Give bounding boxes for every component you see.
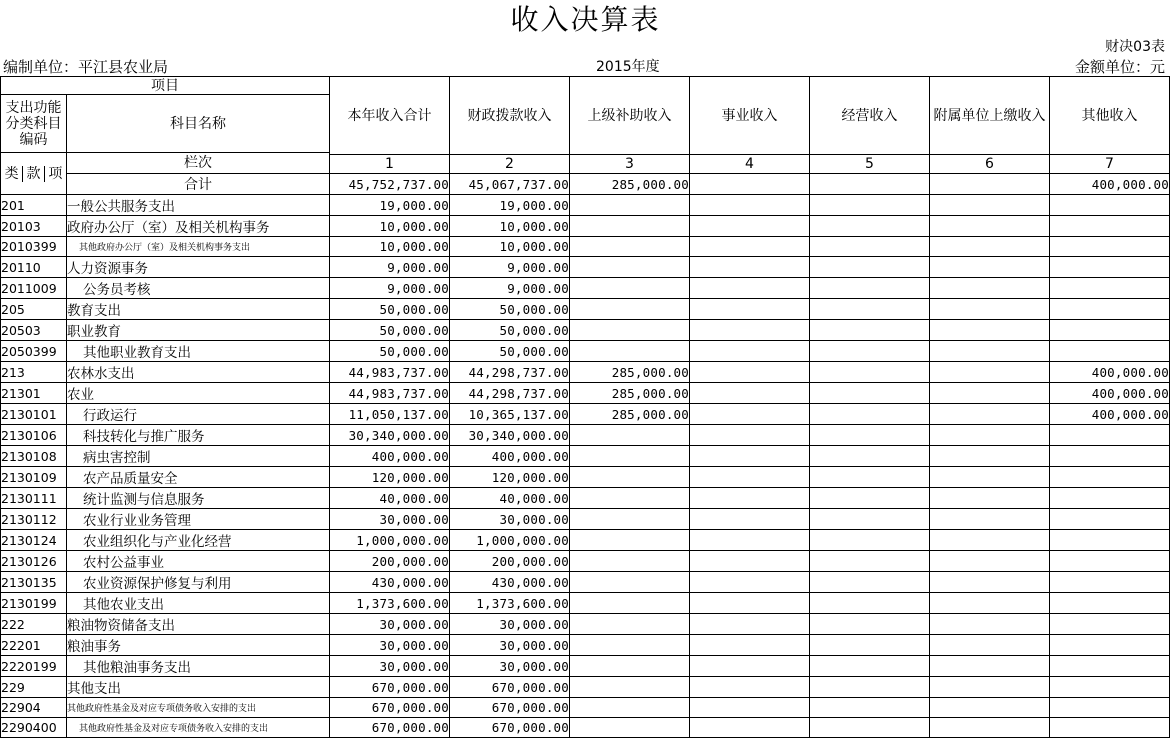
cell-affiliated <box>930 383 1050 404</box>
cell-other <box>1050 278 1170 299</box>
cell-business <box>690 593 810 614</box>
cell-finance: 19,000.00 <box>450 195 570 216</box>
subject-code: 20103 <box>1 216 67 237</box>
income-table <box>0 76 1170 738</box>
subject-name: 其他政府性基金及对应专项债务收入安排的支出 <box>67 698 330 718</box>
col-number-6: 6 <box>930 155 1050 174</box>
cell-finance: 30,000.00 <box>450 509 570 530</box>
amount-unit: 金额单位：元 <box>1074 58 1165 76</box>
cell-business <box>690 572 810 593</box>
subject-name: 粮油物资储备支出 <box>67 614 330 635</box>
table-row <box>1 614 1170 635</box>
cell-total: 120,000.00 <box>330 467 450 488</box>
lanci-label: 栏次 <box>67 153 330 174</box>
table-row <box>1 509 1170 530</box>
cell-other <box>1050 488 1170 509</box>
cell-finance: 400,000.00 <box>450 446 570 467</box>
xiang-label: 项 <box>48 165 63 182</box>
cell-operating <box>810 718 930 738</box>
subject-name: 农林水支出 <box>67 362 330 383</box>
cell-affiliated <box>930 278 1050 299</box>
subject-code: 2290400 <box>1 718 67 738</box>
table-row <box>1 635 1170 656</box>
col-number-3: 3 <box>570 155 690 174</box>
cell-business <box>690 509 810 530</box>
table-row <box>1 572 1170 593</box>
cell-other <box>1050 656 1170 677</box>
col-number-1: 1 <box>330 155 450 174</box>
subject-code: 201 <box>1 195 67 216</box>
cell-affiliated <box>930 362 1050 383</box>
subject-name: 农业资源保护修复与利用 <box>67 572 330 593</box>
subject-name: 科技转化与推广服务 <box>67 425 330 446</box>
table-row <box>1 299 1170 320</box>
subject-code: 2010399 <box>1 237 67 257</box>
cell-total: 30,000.00 <box>330 656 450 677</box>
subject-code: 2011009 <box>1 278 67 299</box>
cell-superior <box>570 530 690 551</box>
cell-business <box>690 446 810 467</box>
cell-other <box>1050 446 1170 467</box>
subject-name: 其他职业教育支出 <box>67 341 330 362</box>
cell-affiliated <box>930 718 1050 738</box>
cell-total: 11,050,137.00 <box>330 404 450 425</box>
item-header: 项目 <box>1 77 330 95</box>
subject-name: 农产品质量安全 <box>67 467 330 488</box>
cell-total: 50,000.00 <box>330 341 450 362</box>
col-header-business: 事业收入 <box>690 77 810 155</box>
col-header-finance: 财政拨款收入 <box>450 77 570 155</box>
col-header-other: 其他收入 <box>1050 77 1170 155</box>
subject-code: 20503 <box>1 320 67 341</box>
cell-total: 670,000.00 <box>330 677 450 698</box>
fiscal-year: 2015年度 <box>596 59 660 75</box>
table-row <box>1 530 1170 551</box>
cell-superior <box>570 572 690 593</box>
cell-operating <box>810 614 930 635</box>
subject-name: 教育支出 <box>67 299 330 320</box>
cell-superior <box>570 299 690 320</box>
col-number-7: 7 <box>1050 155 1170 174</box>
total-cell-total: 45,752,737.00 <box>330 174 450 195</box>
subject-name: 公务员考核 <box>67 278 330 299</box>
cell-business <box>690 237 810 257</box>
table-row <box>1 216 1170 237</box>
cell-finance: 670,000.00 <box>450 718 570 738</box>
cell-superior: 285,000.00 <box>570 383 690 404</box>
cell-other <box>1050 698 1170 718</box>
total-row <box>1 174 1170 195</box>
cell-operating <box>810 677 930 698</box>
cell-superior <box>570 656 690 677</box>
cell-total: 44,983,737.00 <box>330 362 450 383</box>
subject-name: 农业 <box>67 383 330 404</box>
table-row <box>1 257 1170 278</box>
subject-name: 统计监测与信息服务 <box>67 488 330 509</box>
cell-superior <box>570 216 690 237</box>
cell-superior <box>570 698 690 718</box>
cell-operating <box>810 593 930 614</box>
cell-operating <box>810 257 930 278</box>
col-header-affiliated: 附属单位上缴收入 <box>930 77 1050 155</box>
cell-business <box>690 216 810 237</box>
subject-name: 病虫害控制 <box>67 446 330 467</box>
cell-other <box>1050 237 1170 257</box>
cell-affiliated <box>930 698 1050 718</box>
cell-business <box>690 195 810 216</box>
cell-superior <box>570 446 690 467</box>
cell-operating <box>810 341 930 362</box>
cell-total: 400,000.00 <box>330 446 450 467</box>
subject-name: 其他支出 <box>67 677 330 698</box>
cell-affiliated <box>930 425 1050 446</box>
cell-finance: 10,000.00 <box>450 237 570 257</box>
cell-finance: 30,340,000.00 <box>450 425 570 446</box>
cell-other <box>1050 467 1170 488</box>
cell-total: 50,000.00 <box>330 320 450 341</box>
cell-finance: 50,000.00 <box>450 320 570 341</box>
cell-affiliated <box>930 195 1050 216</box>
cell-superior <box>570 614 690 635</box>
cell-finance: 30,000.00 <box>450 635 570 656</box>
subject-name: 其他政府性基金及对应专项债务收入安排的支出 <box>67 718 330 738</box>
cell-affiliated <box>930 320 1050 341</box>
cell-other <box>1050 320 1170 341</box>
cell-operating <box>810 383 930 404</box>
total-cell-business <box>690 174 810 195</box>
compiling-unit: 编制单位：平江县农业局 <box>3 58 169 76</box>
cell-superior <box>570 718 690 738</box>
cell-superior <box>570 237 690 257</box>
cell-affiliated <box>930 257 1050 278</box>
header-row-item <box>1 77 1170 95</box>
cell-total: 1,000,000.00 <box>330 530 450 551</box>
cell-business <box>690 635 810 656</box>
subject-code: 2130109 <box>1 467 67 488</box>
table-row <box>1 467 1170 488</box>
cell-business <box>690 383 810 404</box>
col-header-superior: 上级补助收入 <box>570 77 690 155</box>
cell-superior <box>570 341 690 362</box>
cell-superior <box>570 425 690 446</box>
subject-name: 其他农业支出 <box>67 593 330 614</box>
cell-other <box>1050 614 1170 635</box>
cell-operating <box>810 362 930 383</box>
cell-affiliated <box>930 593 1050 614</box>
subject-name: 一般公共服务支出 <box>67 195 330 216</box>
cell-finance: 30,000.00 <box>450 656 570 677</box>
cell-affiliated <box>930 237 1050 257</box>
cell-finance: 1,000,000.00 <box>450 530 570 551</box>
cell-business <box>690 362 810 383</box>
cell-affiliated <box>930 509 1050 530</box>
table-row <box>1 341 1170 362</box>
cell-business <box>690 656 810 677</box>
cell-operating <box>810 216 930 237</box>
cell-business <box>690 404 810 425</box>
table-row <box>1 551 1170 572</box>
cell-operating <box>810 446 930 467</box>
cell-finance: 10,000.00 <box>450 216 570 237</box>
cell-finance: 50,000.00 <box>450 299 570 320</box>
cell-operating <box>810 656 930 677</box>
cell-total: 30,340,000.00 <box>330 425 450 446</box>
subject-code: 2130112 <box>1 509 67 530</box>
cell-finance: 430,000.00 <box>450 572 570 593</box>
cell-other: 400,000.00 <box>1050 383 1170 404</box>
cell-business <box>690 551 810 572</box>
subject-code: 222 <box>1 614 67 635</box>
cell-other <box>1050 299 1170 320</box>
cell-superior <box>570 278 690 299</box>
cell-operating <box>810 195 930 216</box>
cell-business <box>690 278 810 299</box>
cell-business <box>690 677 810 698</box>
cell-affiliated <box>930 614 1050 635</box>
cell-affiliated <box>930 551 1050 572</box>
table-row <box>1 425 1170 446</box>
cell-finance: 50,000.00 <box>450 341 570 362</box>
subject-code: 2130111 <box>1 488 67 509</box>
cell-total: 1,373,600.00 <box>330 593 450 614</box>
cell-operating <box>810 572 930 593</box>
subject-code: 20110 <box>1 257 67 278</box>
subject-code: 2050399 <box>1 341 67 362</box>
cell-total: 9,000.00 <box>330 278 450 299</box>
cell-finance: 200,000.00 <box>450 551 570 572</box>
cell-superior: 285,000.00 <box>570 404 690 425</box>
subject-code: 2130126 <box>1 551 67 572</box>
cell-total: 670,000.00 <box>330 718 450 738</box>
subject-code: 2130199 <box>1 593 67 614</box>
cell-other <box>1050 195 1170 216</box>
col-number-2: 2 <box>450 155 570 174</box>
cell-total: 30,000.00 <box>330 614 450 635</box>
cell-superior <box>570 195 690 216</box>
cell-finance: 44,298,737.00 <box>450 362 570 383</box>
subject-name: 政府办公厅（室）及相关机构事务 <box>67 216 330 237</box>
table-row <box>1 446 1170 467</box>
lei-label: 类 <box>1 166 23 182</box>
report-title: 收入决算表 <box>510 3 661 36</box>
cell-superior <box>570 509 690 530</box>
cell-operating <box>810 488 930 509</box>
cell-total: 40,000.00 <box>330 488 450 509</box>
cell-operating <box>810 530 930 551</box>
subject-name: 农业组织化与产业化经营 <box>67 530 330 551</box>
table-row <box>1 383 1170 404</box>
form-number: 财决03表 <box>1105 39 1165 55</box>
cell-operating <box>810 404 930 425</box>
cell-business <box>690 530 810 551</box>
subject-name: 职业教育 <box>67 320 330 341</box>
cell-finance: 40,000.00 <box>450 488 570 509</box>
cell-operating <box>810 509 930 530</box>
table-row <box>1 593 1170 614</box>
cell-other <box>1050 530 1170 551</box>
cell-finance: 670,000.00 <box>450 677 570 698</box>
cell-other <box>1050 677 1170 698</box>
cell-total: 30,000.00 <box>330 509 450 530</box>
cell-affiliated <box>930 635 1050 656</box>
cell-business <box>690 257 810 278</box>
cell-affiliated <box>930 299 1050 320</box>
table-row <box>1 718 1170 738</box>
cell-superior <box>570 257 690 278</box>
cell-total: 30,000.00 <box>330 635 450 656</box>
cell-business <box>690 341 810 362</box>
cell-superior <box>570 551 690 572</box>
subject-name: 粮油事务 <box>67 635 330 656</box>
cell-total: 200,000.00 <box>330 551 450 572</box>
cell-finance: 10,365,137.00 <box>450 404 570 425</box>
cell-affiliated <box>930 446 1050 467</box>
subject-name: 其他政府办公厅（室）及相关机构事务支出 <box>67 237 330 257</box>
cell-finance: 670,000.00 <box>450 698 570 718</box>
cell-other <box>1050 341 1170 362</box>
cell-other <box>1050 551 1170 572</box>
subject-name: 行政运行 <box>67 404 330 425</box>
cell-operating <box>810 320 930 341</box>
cell-affiliated <box>930 656 1050 677</box>
cell-total: 10,000.00 <box>330 216 450 237</box>
table-row <box>1 320 1170 341</box>
subject-code: 2130101 <box>1 404 67 425</box>
cell-business <box>690 467 810 488</box>
subject-code: 21301 <box>1 383 67 404</box>
table-row <box>1 488 1170 509</box>
cell-superior <box>570 320 690 341</box>
cell-superior <box>570 488 690 509</box>
cell-business <box>690 299 810 320</box>
cell-total: 50,000.00 <box>330 299 450 320</box>
table-row <box>1 362 1170 383</box>
cell-superior <box>570 593 690 614</box>
subject-code: 2220199 <box>1 656 67 677</box>
cell-superior <box>570 677 690 698</box>
cell-superior <box>570 467 690 488</box>
cell-finance: 120,000.00 <box>450 467 570 488</box>
total-cell-other: 400,000.00 <box>1050 174 1170 195</box>
subject-code: 2130106 <box>1 425 67 446</box>
subject-name: 农村公益事业 <box>67 551 330 572</box>
table-row <box>1 278 1170 299</box>
cell-business <box>690 718 810 738</box>
cell-superior: 285,000.00 <box>570 362 690 383</box>
cell-operating <box>810 635 930 656</box>
cell-other: 400,000.00 <box>1050 362 1170 383</box>
cell-affiliated <box>930 404 1050 425</box>
cell-business <box>690 614 810 635</box>
cell-finance: 1,373,600.00 <box>450 593 570 614</box>
cell-business <box>690 488 810 509</box>
cell-total: 19,000.00 <box>330 195 450 216</box>
table-row <box>1 698 1170 718</box>
cell-superior <box>570 635 690 656</box>
table-row <box>1 656 1170 677</box>
cell-operating <box>810 467 930 488</box>
table-row <box>1 237 1170 257</box>
subject-code: 229 <box>1 677 67 698</box>
subject-code: 2130108 <box>1 446 67 467</box>
total-cell-finance: 45,067,737.00 <box>450 174 570 195</box>
subject-code: 2130135 <box>1 572 67 593</box>
subject-name: 其他粮油事务支出 <box>67 656 330 677</box>
kuan-label: 款 <box>23 166 45 182</box>
cell-other <box>1050 593 1170 614</box>
cell-other <box>1050 509 1170 530</box>
cell-affiliated <box>930 530 1050 551</box>
cell-affiliated <box>930 216 1050 237</box>
subject-code: 2130124 <box>1 530 67 551</box>
subject-name: 人力资源事务 <box>67 257 330 278</box>
subject-code: 213 <box>1 362 67 383</box>
cell-operating <box>810 551 930 572</box>
col-number-5: 5 <box>810 155 930 174</box>
cell-other <box>1050 718 1170 738</box>
cell-operating <box>810 237 930 257</box>
col-number-4: 4 <box>690 155 810 174</box>
cell-total: 670,000.00 <box>330 698 450 718</box>
cell-business <box>690 698 810 718</box>
cell-total: 430,000.00 <box>330 572 450 593</box>
col-header-total: 本年收入合计 <box>330 77 450 155</box>
table-row <box>1 677 1170 698</box>
cell-other <box>1050 572 1170 593</box>
cell-total: 44,983,737.00 <box>330 383 450 404</box>
cell-business <box>690 320 810 341</box>
cell-affiliated <box>930 488 1050 509</box>
table-row <box>1 404 1170 425</box>
cell-finance: 9,000.00 <box>450 257 570 278</box>
subject-code: 22201 <box>1 635 67 656</box>
cell-affiliated <box>930 341 1050 362</box>
total-cell-operating <box>810 174 930 195</box>
cell-other <box>1050 635 1170 656</box>
total-label: 合计 <box>67 174 330 195</box>
subject-code: 22904 <box>1 698 67 718</box>
col-header-operating: 经营收入 <box>810 77 930 155</box>
cell-finance: 30,000.00 <box>450 614 570 635</box>
table-row <box>1 195 1170 216</box>
cell-operating <box>810 698 930 718</box>
cell-operating <box>810 299 930 320</box>
cell-operating <box>810 425 930 446</box>
subject-name-header: 科目名称 <box>67 95 330 153</box>
subject-code: 205 <box>1 299 67 320</box>
cell-affiliated <box>930 572 1050 593</box>
cell-finance: 9,000.00 <box>450 278 570 299</box>
total-cell-affiliated <box>930 174 1050 195</box>
cell-affiliated <box>930 467 1050 488</box>
cell-other: 400,000.00 <box>1050 404 1170 425</box>
cell-affiliated <box>930 677 1050 698</box>
cell-operating <box>810 278 930 299</box>
cell-other <box>1050 257 1170 278</box>
cell-business <box>690 425 810 446</box>
cell-other <box>1050 425 1170 446</box>
subject-name: 农业行业业务管理 <box>67 509 330 530</box>
cell-finance: 44,298,737.00 <box>450 383 570 404</box>
lei-kuan-xiang <box>1 153 67 195</box>
cell-total: 9,000.00 <box>330 257 450 278</box>
code-header: 支出功能分类科目编码 <box>1 95 67 153</box>
cell-total: 10,000.00 <box>330 237 450 257</box>
total-cell-superior: 285,000.00 <box>570 174 690 195</box>
cell-other <box>1050 216 1170 237</box>
